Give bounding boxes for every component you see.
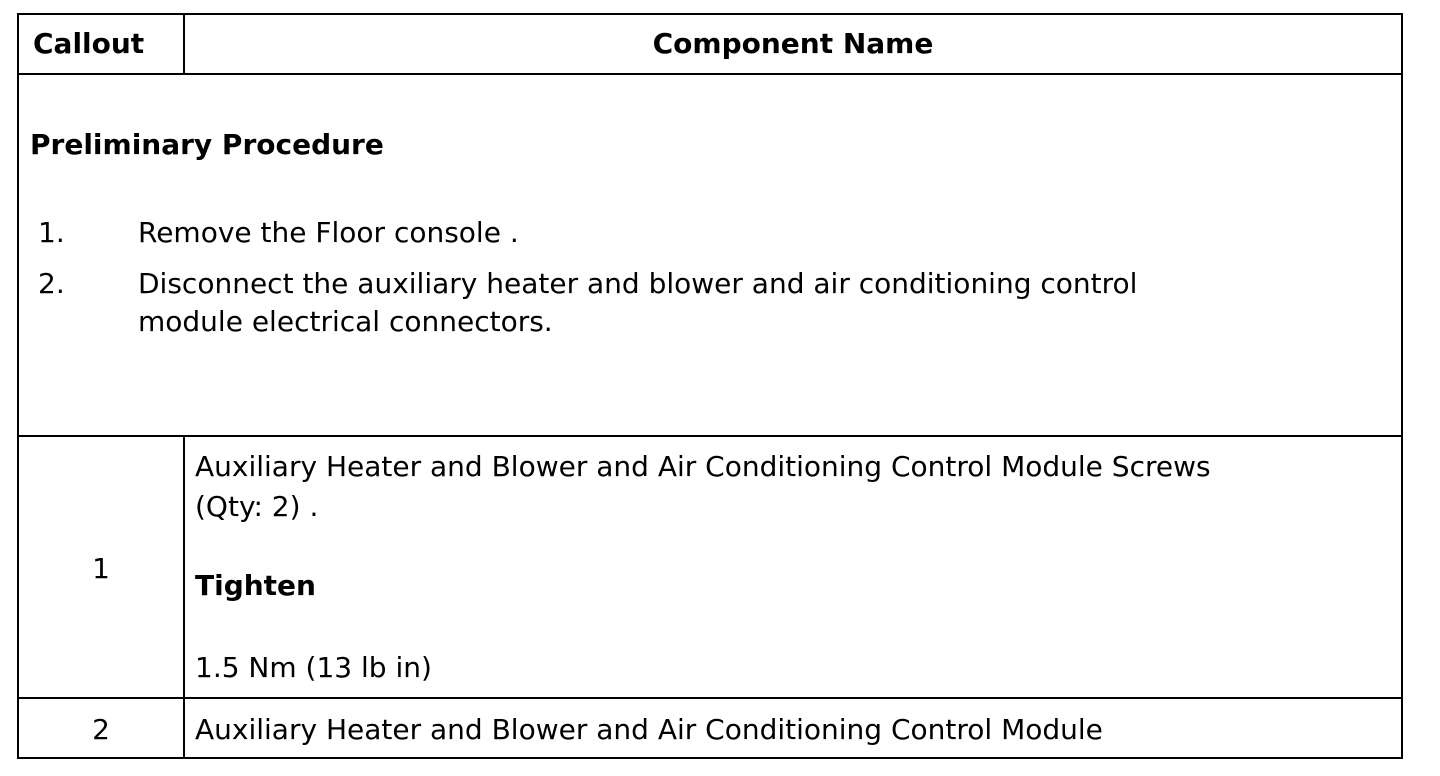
callout-number: 2 <box>92 713 110 746</box>
callout-number: 1 <box>92 552 110 585</box>
component-name: Auxiliary Heater and Blower and Air Conditioning Control Module <box>195 713 1103 746</box>
row-divider <box>19 697 1401 699</box>
callout-header: Callout <box>33 27 145 60</box>
preliminary-divider <box>19 435 1401 437</box>
component-name: (Qty: 2) . <box>195 490 319 523</box>
column-divider-rows <box>183 435 185 757</box>
step-number: 2. <box>38 267 65 300</box>
torque-value: 1.5 Nm (13 lb in) <box>195 651 432 684</box>
step-number: 1. <box>38 216 65 249</box>
header-divider <box>19 73 1401 75</box>
preliminary-heading: Preliminary Procedure <box>30 128 384 161</box>
step-text: Remove the Floor console . <box>138 216 519 249</box>
procedure-table <box>17 13 1403 759</box>
step-text: module electrical connectors. <box>138 305 553 338</box>
step-text: Disconnect the auxiliary heater and blower and air conditioning control <box>138 267 1138 300</box>
component-name-header: Component Name <box>652 27 934 60</box>
component-name: Auxiliary Heater and Blower and Air Conditioning Control Module Screws <box>195 450 1211 483</box>
tighten-label: Tighten <box>195 569 316 602</box>
